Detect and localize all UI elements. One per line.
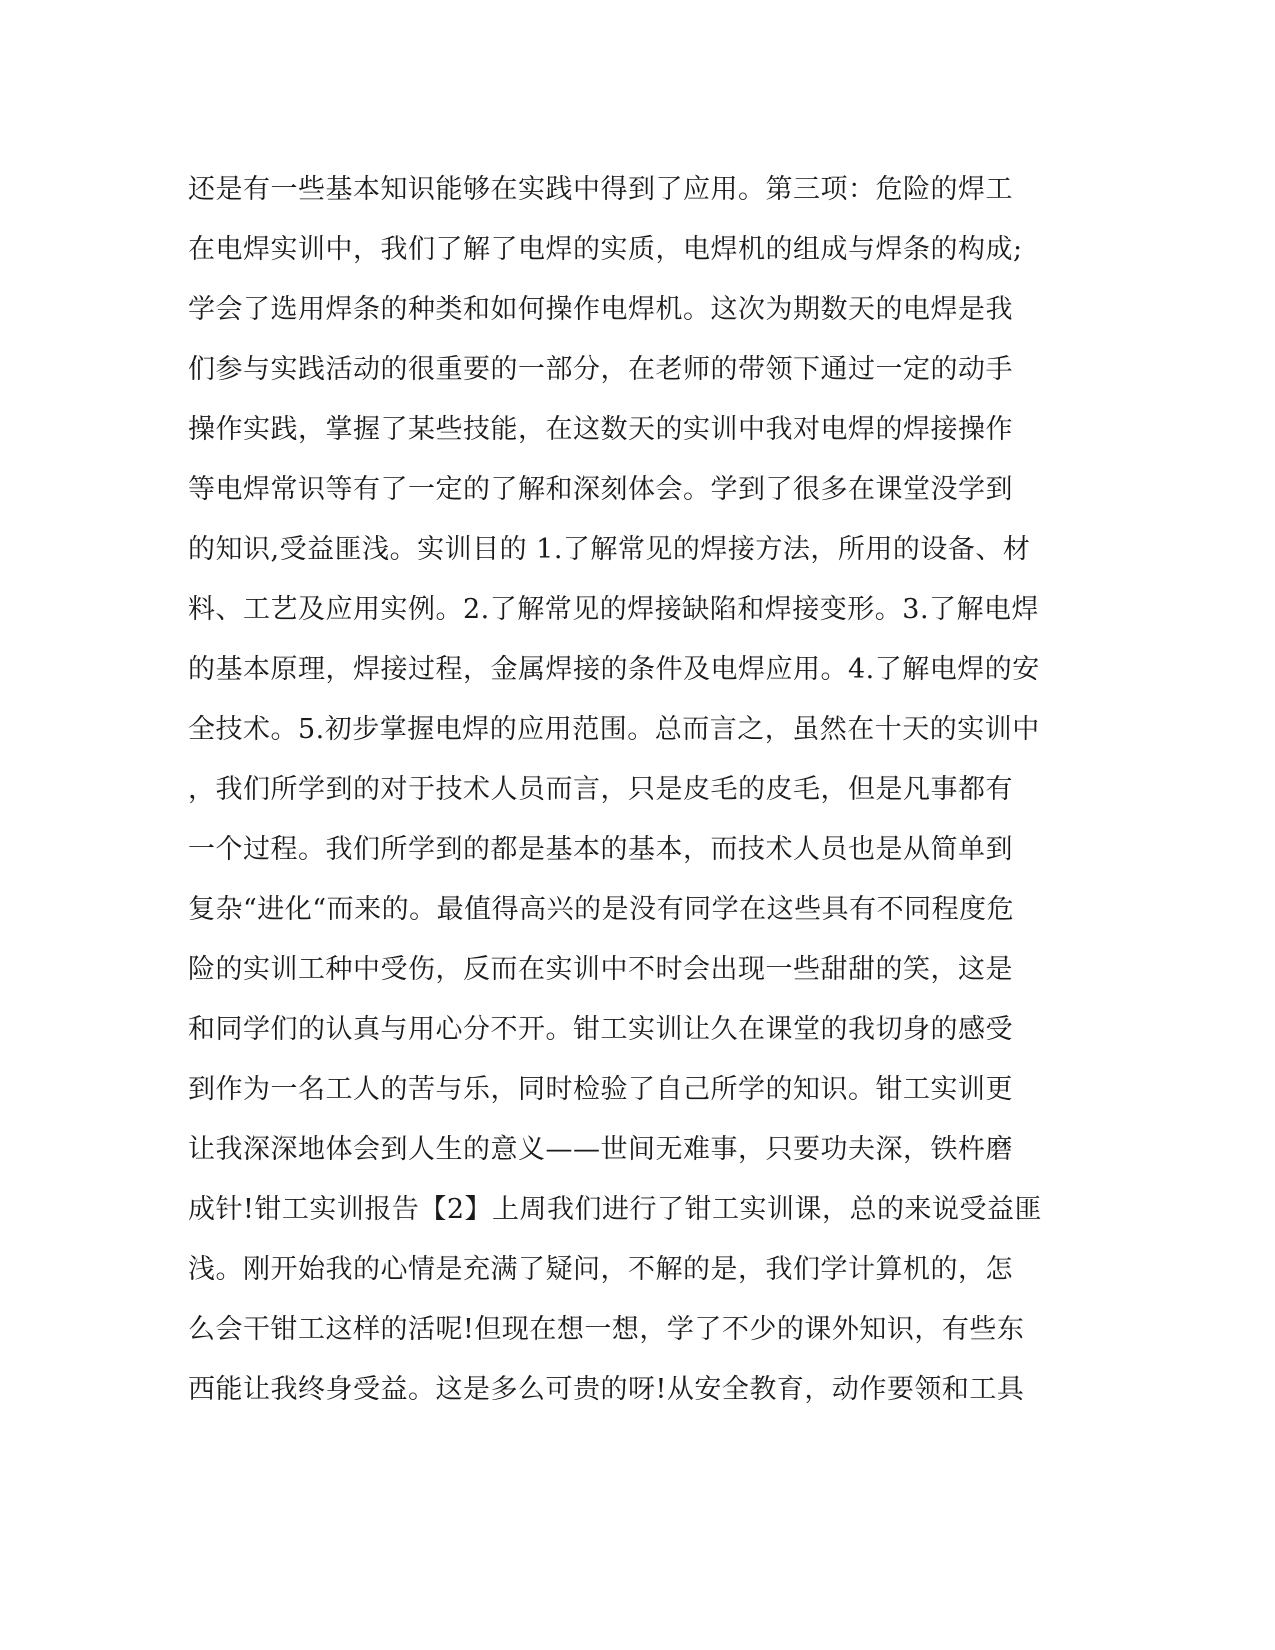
text-line: 料、工艺及应用实例。2.了解常见的焊接缺陷和焊接变形。3.了解电焊 [188,594,1040,625]
text-line: 险的实训工种中受伤，反而在实训中不时会出现一些甜甜的笑，这是 [188,954,1013,985]
text-line: 和同学们的认真与用心分不开。钳工实训让久在课堂的我切身的感受 [188,1014,1013,1045]
text-line: 让我深深地体会到人生的意义——世间无难事，只要功夫深，铁杵磨 [188,1134,1013,1165]
text-line: 的基本原理，焊接过程，金属焊接的条件及电焊应用。4.了解电焊的安 [188,654,1040,685]
text-line: 操作实践，掌握了某些技能，在这数天的实训中我对电焊的焊接操作 [188,414,1013,445]
text-line: 等电焊常识等有了一定的了解和深刻体会。学到了很多在课堂没学到 [188,474,1013,505]
body-text [188,160,1088,1420]
text-line: 西能让我终身受益。这是多么可贵的呀!从安全教育，动作要领和工具 [188,1374,1025,1405]
text-line: 在电焊实训中，我们了解了电焊的实质，电焊机的组成与焊条的构成; [188,234,1023,265]
text-line: 一个过程。我们所学到的都是基本的基本，而技术人员也是从简单到 [188,834,1013,865]
text-line: 全技术。5.初步掌握电焊的应用范围。总而言之，虽然在十天的实训中 [188,714,1040,745]
text-line: 的知识,受益匪浅。实训目的 1.了解常见的焊接方法，所用的设备、材 [188,534,1031,565]
text-line: 到作为一名工人的苦与乐，同时检验了自己所学的知识。钳工实训更 [188,1074,1013,1105]
text-line: ，我们所学到的对于技术人员而言，只是皮毛的皮毛，但是凡事都有 [188,774,1013,805]
text-line: 还是有一些基本知识能够在实践中得到了应用。第三项：危险的焊工 [188,174,1013,205]
text-line: 浅。刚开始我的心情是充满了疑问，不解的是，我们学计算机的，怎 [188,1254,1013,1285]
text-line: 学会了选用焊条的种类和如何操作电焊机。这次为期数天的电焊是我 [188,294,1013,325]
text-line: 们参与实践活动的很重要的一部分，在老师的带领下通过一定的动手 [188,354,1013,385]
text-line: 成针!钳工实训报告【2】上周我们进行了钳工实训课，总的来说受益匪 [188,1194,1043,1225]
text-line: 么会干钳工这样的活呢!但现在想一想，学了不少的课外知识，有些东 [188,1314,1025,1345]
text-line: 复杂“进化“而来的。最值得高兴的是没有同学在这些具有不同程度危 [188,894,1015,925]
